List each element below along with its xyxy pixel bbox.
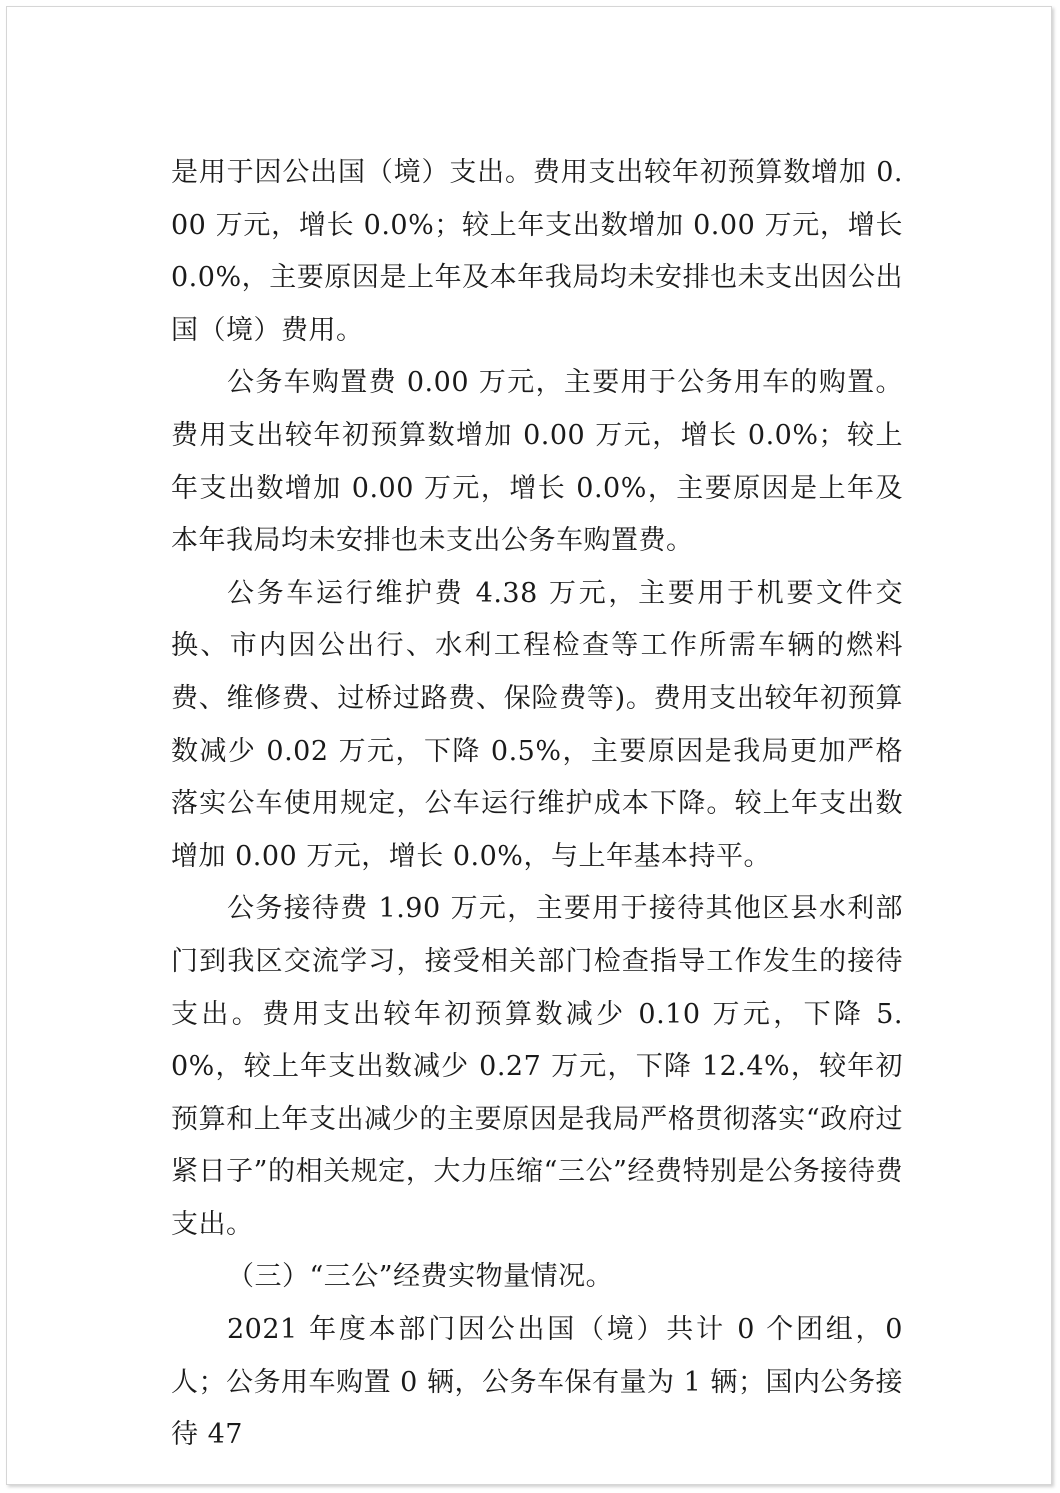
paragraph-vehicle-maintenance-cost: 公务车运行维护费 4.38 万元，主要用于机要文件交换、市内因公出行、水利工程检查等工作所需车辆的燃料费、维修费、过桥过路费、保险费等)。费用支出较年初预算数减少 0.02 万元，下降 0.5%，主要原因是我局更加严格落实公车使用规定，公车运行维护成本下降。较上年支出数增加 0.00 万元，增长 0.0%，与上年基本持平。: [171, 577, 903, 872]
document-body: [171, 147, 903, 1462]
paragraph-physical-quantity: 2021 年度本部门因公出国（境）共计 0 个团组，0 人；公务用车购置 0 辆，公务车保有量为 1 辆；国内公务接待 47: [171, 1314, 903, 1451]
section-heading-physical-quantity: （三）“三公”经费实物量情况。: [227, 1261, 614, 1293]
paragraph-vehicle-purchase-cost: 公务车购置费 0.00 万元，主要用于公务用车的购置。费用支出较年初预算数增加 0.00 万元，增长 0.0%；较上年支出数增加 0.00 万元，增长 0.0%，主要原因是上年及本年我局均未安排也未支出公务车购置费。: [171, 367, 903, 557]
paragraph-outbound-travel-cost: 是用于因公出国（境）支出。费用支出较年初预算数增加 0.00 万元，增长 0.0%；较上年支出数增加 0.00 万元，增长 0.0%，主要原因是上年及本年我局均未安排也未支出因公出国（境）费用。: [171, 157, 903, 346]
document-page: [6, 6, 1052, 1485]
paragraph-reception-cost: 公务接待费 1.90 万元，主要用于接待其他区县水利部门到我区交流学习，接受相关部门检查指导工作发生的接待支出。费用支出较年初预算数减少 0.10 万元，下降 5.0%，较上年支出数减少 0.27 万元，下降 12.4%，较年初预算和上年支出减少的主要原因是我局严格贯彻落实“政府过紧日子”的相关规定，大力压缩“三公”经费特别是公务接待费支出。: [171, 893, 903, 1240]
